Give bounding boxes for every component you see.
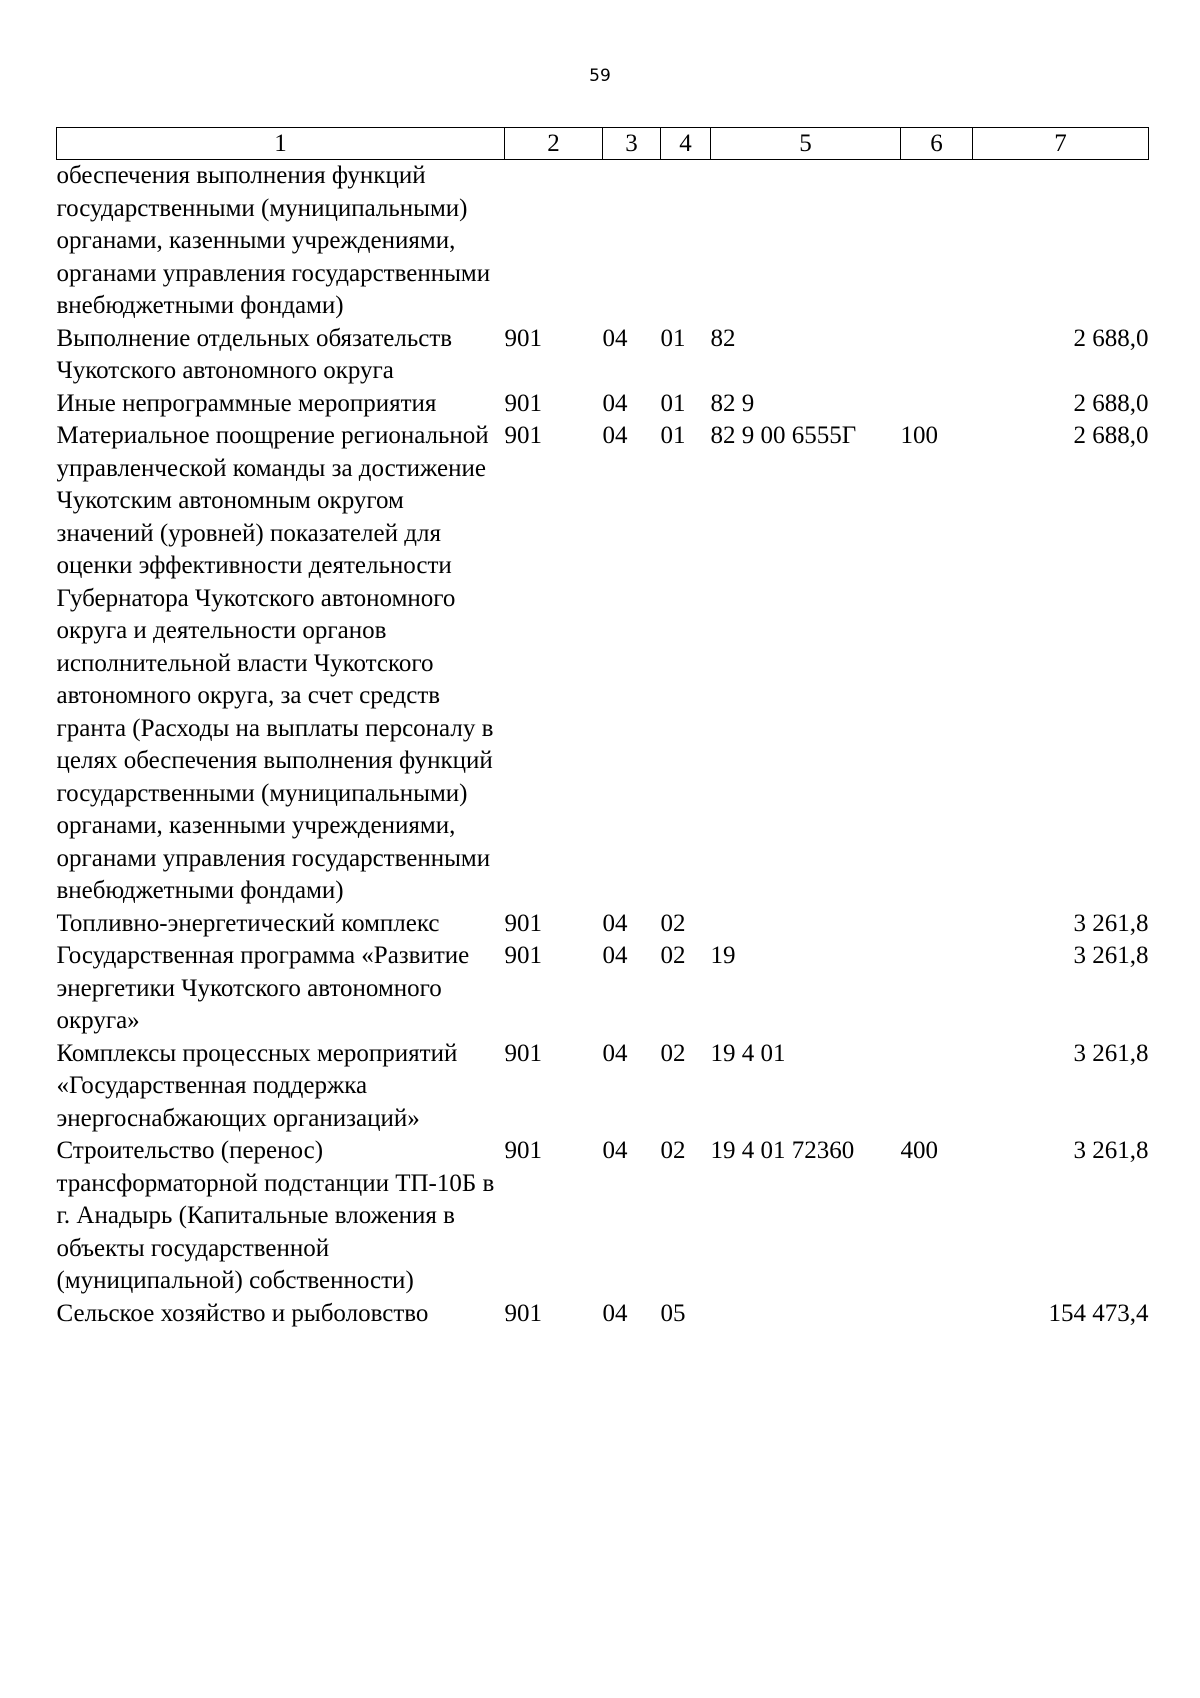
row-pr: 02 <box>660 909 686 937</box>
table-row <box>57 1038 1149 1136</box>
row-ved: 901 <box>504 1137 542 1164</box>
row-rz: 04 <box>602 942 628 969</box>
table-row <box>57 160 1149 323</box>
row-ved: 901 <box>504 389 542 417</box>
column-header-3: 3 <box>603 128 661 160</box>
column-header-7: 7 <box>973 128 1149 160</box>
row-csr: 82 9 <box>710 389 755 417</box>
column-header-2: 2 <box>505 128 603 160</box>
row-ved <box>505 160 603 323</box>
row-vr <box>901 908 973 941</box>
row-rz: 04 <box>602 422 628 449</box>
row-ved: 901 <box>504 1039 542 1067</box>
row-sum: 2 688,0 <box>1073 422 1149 449</box>
row-rz: 04 <box>602 1039 628 1067</box>
row-rz: 04 <box>602 1137 628 1164</box>
row-name: Сельское хозяйство и рыболовство <box>56 1299 429 1327</box>
row-sum: 2 688,0 <box>1073 389 1149 417</box>
row-pr: 02 <box>660 942 686 969</box>
row-vr <box>901 160 973 323</box>
page-number: 59 <box>589 66 611 86</box>
row-pr: 01 <box>660 422 686 449</box>
row-ved: 901 <box>504 422 542 449</box>
row-name: Иные непрограммные мероприятия <box>56 389 437 417</box>
table-row <box>57 1135 1149 1298</box>
row-sum: 3 261,8 <box>1073 1039 1149 1067</box>
row-name: Государственная программа «Развитие энергетики Чукотского автономного округа» <box>56 942 470 1034</box>
row-pr: 02 <box>660 1137 686 1164</box>
table-row <box>57 908 1149 941</box>
row-vr: 100 <box>900 422 938 449</box>
column-header-4: 4 <box>661 128 711 160</box>
row-csr: 82 9 00 6555Г <box>710 422 857 449</box>
table-row <box>57 323 1149 388</box>
row-sum: 154 473,4 <box>1048 1299 1149 1327</box>
column-header-1: 1 <box>57 128 505 160</box>
row-csr: 19 <box>710 942 736 969</box>
row-vr: 400 <box>900 1137 938 1164</box>
row-pr: 05 <box>660 1299 686 1327</box>
row-ved: 901 <box>504 324 542 352</box>
row-name: Выполнение отдельных обязательств Чукотского автономного округа <box>56 324 453 384</box>
row-name: Материальное поощрение региональной управленческой команды за достижение Чукотским автономным округом значений (уровней) показателей для оценки эффективности деятельности Губернатора Чукотского автономного округа и деятельности органов исполнительной власти Чукотского автономного округа, за счет средств гранта (Расходы на выплаты персоналу в целях обеспечения выполнения функций государственными (муниципальными) органами, казенными учреждениями, органами управления государственными внебюджетными фондами) <box>56 422 494 904</box>
row-vr <box>901 1298 973 1331</box>
table-row <box>57 388 1149 421</box>
row-rz <box>603 160 661 323</box>
column-header-5: 5 <box>711 128 901 160</box>
row-name: Строительство (перенос) трансформаторной подстанции ТП-10Б в г. Анадырь (Капитальные вложения в объекты государственной (муниципальной) собственности) <box>56 1137 495 1294</box>
row-vr <box>901 388 973 421</box>
row-csr: 19 4 01 72360 <box>710 1137 855 1164</box>
row-rz: 04 <box>602 1299 628 1327</box>
row-csr <box>711 908 901 941</box>
table-row <box>57 420 1149 908</box>
row-csr: 19 4 01 <box>710 1039 786 1067</box>
row-ved: 901 <box>504 1299 542 1327</box>
row-rz: 04 <box>602 389 628 417</box>
row-name: Топливно-энергетический комплекс <box>56 909 440 937</box>
row-csr <box>711 1298 901 1331</box>
row-pr: 01 <box>660 389 686 417</box>
row-csr: 82 <box>710 324 736 352</box>
row-rz: 04 <box>602 324 628 352</box>
table-row <box>57 1298 1149 1331</box>
budget-table <box>56 127 1149 1330</box>
row-csr <box>711 160 901 323</box>
row-pr <box>661 160 711 323</box>
row-ved: 901 <box>504 909 542 937</box>
row-sum: 2 688,0 <box>1073 324 1149 352</box>
table-row <box>57 940 1149 1038</box>
row-vr <box>901 940 973 1038</box>
row-sum <box>973 160 1149 323</box>
row-name: Комплексы процессных мероприятий «Государственная поддержка энергоснабжающих организаций» <box>56 1039 458 1132</box>
row-pr: 02 <box>660 1039 686 1067</box>
row-name: обеспечения выполнения функций государственными (муниципальными) органами, казенными учреждениями, органами управления государственными внебюджетными фондами) <box>56 162 491 319</box>
row-ved: 901 <box>504 942 542 969</box>
column-header-6: 6 <box>901 128 973 160</box>
row-rz: 04 <box>602 909 628 937</box>
row-sum: 3 261,8 <box>1073 909 1149 937</box>
row-sum: 3 261,8 <box>1073 942 1149 969</box>
row-sum: 3 261,8 <box>1073 1137 1149 1164</box>
row-vr <box>901 1038 973 1136</box>
header-row <box>57 128 1149 160</box>
row-vr <box>901 323 973 388</box>
row-pr: 01 <box>660 324 686 352</box>
